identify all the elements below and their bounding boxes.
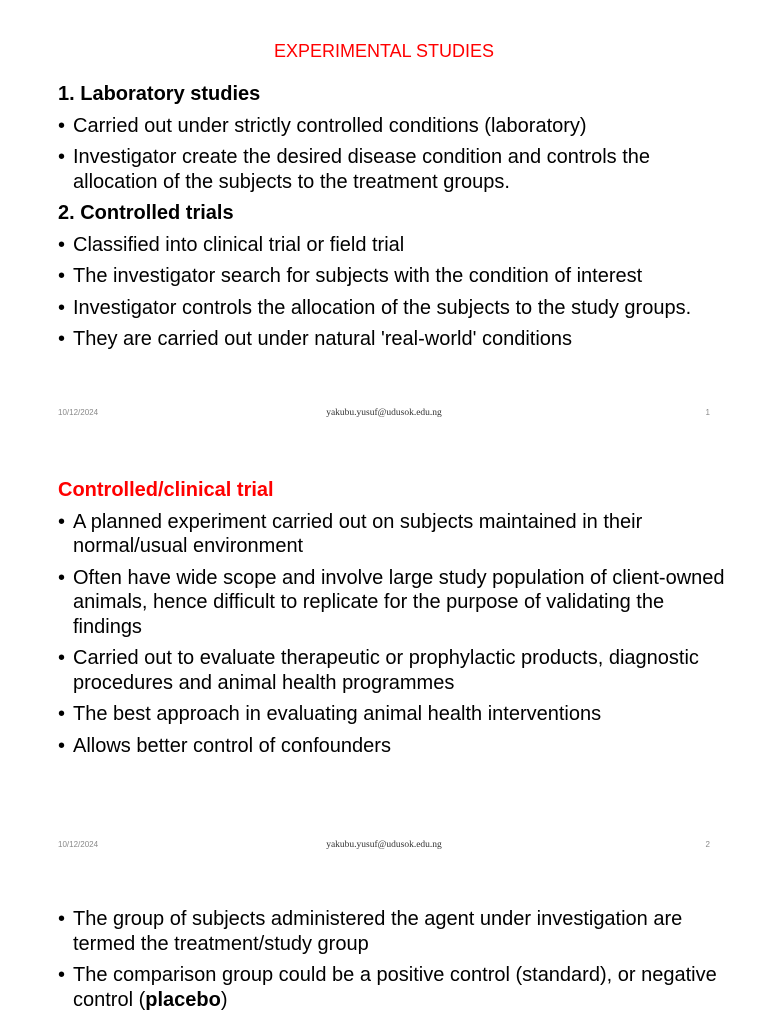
bullet-text: Investigator controls the allocation of the subjects to the study groups. xyxy=(73,296,692,319)
bullet-bold-term: placebo xyxy=(145,988,221,1011)
section-heading-laboratory: 1. Laboratory studies xyxy=(58,83,261,105)
bullet-text: A planned experiment carried out on subjects maintained in their normal/usual environment xyxy=(73,510,643,557)
bullet-glyph: • xyxy=(58,647,66,669)
bullet-text xyxy=(73,964,717,1011)
bullet-item xyxy=(58,646,728,695)
bullet-glyph: • xyxy=(58,566,66,589)
bullet-item xyxy=(58,145,728,194)
bullet-item xyxy=(58,233,728,258)
slide-heading: Controlled/clinical trial xyxy=(58,479,274,501)
bullet-glyph: • xyxy=(58,296,66,319)
bullet-item xyxy=(58,734,728,759)
bullet-glyph: • xyxy=(58,146,66,168)
bullet-text: The best approach in evaluating animal health interventions xyxy=(73,703,602,725)
bullet-item xyxy=(58,264,728,289)
bullet-text-part: ) xyxy=(220,988,228,1011)
footer-email: yakubu.yusuf@udusok.edu.ng xyxy=(326,408,442,418)
bullet-item xyxy=(58,296,728,321)
bullet-glyph: • xyxy=(58,964,66,986)
slide-content xyxy=(58,478,728,765)
slide-2 xyxy=(0,432,768,864)
bullet-glyph: • xyxy=(58,908,66,930)
slide-3 xyxy=(0,864,768,1024)
section-heading-controlled-trials: 2. Controlled trials xyxy=(58,202,234,224)
bullet-text: Investigator create the desired disease condition and controls the allocation of the subjects to the treatment groups. xyxy=(73,146,651,193)
footer-page-number: 2 xyxy=(705,840,710,849)
bullet-item xyxy=(58,510,728,559)
bullet-item xyxy=(58,114,728,139)
bullet-glyph: • xyxy=(58,328,66,350)
bullet-text: Often have wide scope and involve large study population of client-owned animals, hence difficult to replicate for the purpose of validating the findings xyxy=(73,566,725,638)
bullet-text: Classified into clinical trial or field trial xyxy=(73,233,405,256)
bullet-glyph: • xyxy=(58,265,66,287)
bullet-item xyxy=(58,907,728,956)
bullet-glyph: • xyxy=(58,233,66,256)
bullet-item xyxy=(58,963,728,1012)
bullet-glyph: • xyxy=(58,734,66,757)
bullet-text: Carried out to evaluate therapeutic or prophylactic products, diagnostic procedures and animal health programmes xyxy=(73,647,699,694)
footer-page-number: 1 xyxy=(705,408,710,417)
bullet-item xyxy=(58,702,728,727)
bullet-text: They are carried out under natural 'real-world' conditions xyxy=(73,328,573,350)
bullet-glyph: • xyxy=(58,510,66,533)
footer-email: yakubu.yusuf@udusok.edu.ng xyxy=(326,840,442,850)
slide-content xyxy=(58,82,728,359)
bullet-text-part: The comparison group could be a positive control (standard), or negative control ( xyxy=(73,964,717,1011)
bullet-item xyxy=(58,327,728,352)
bullet-glyph: • xyxy=(58,114,66,137)
footer-date: 10/12/2024 xyxy=(58,408,99,417)
bullet-glyph: • xyxy=(58,703,66,725)
bullet-text: The investigator search for subjects with the condition of interest xyxy=(73,265,643,287)
slide-1 xyxy=(0,0,768,432)
bullet-item xyxy=(58,566,728,640)
bullet-text: The group of subjects administered the agent under investigation are termed the treatment/study group xyxy=(73,908,683,955)
bullet-text: Allows better control of confounders xyxy=(73,734,391,757)
slide-content xyxy=(58,907,728,1019)
footer-date: 10/12/2024 xyxy=(58,840,99,849)
bullet-text: Carried out under strictly controlled conditions (laboratory) xyxy=(73,114,587,137)
slide-title: EXPERIMENTAL STUDIES xyxy=(273,41,495,61)
